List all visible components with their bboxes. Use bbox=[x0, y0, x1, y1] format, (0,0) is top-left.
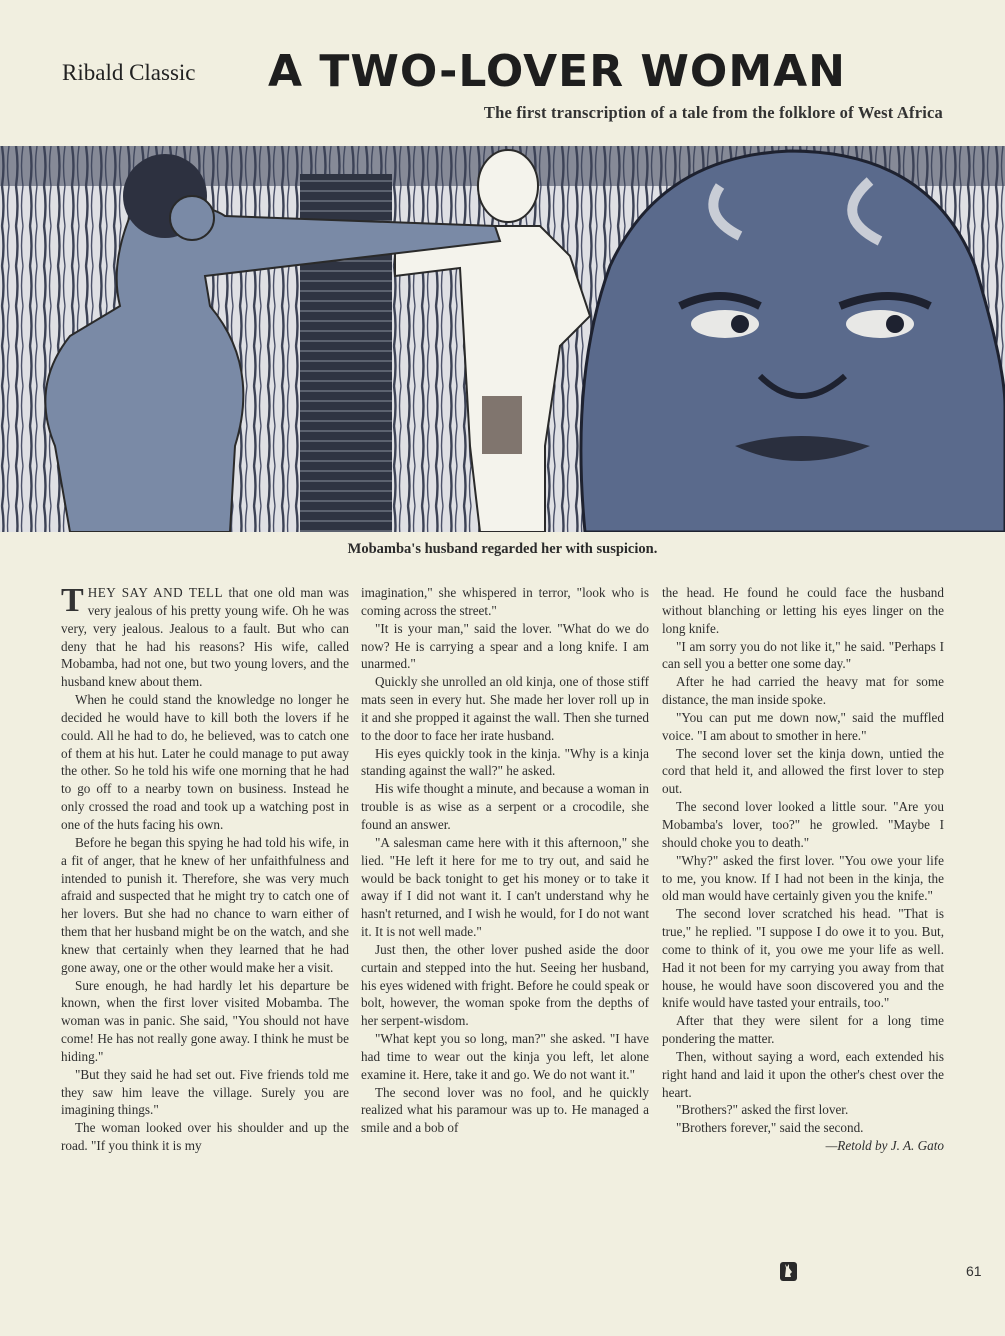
page-number: 61 bbox=[966, 1263, 982, 1279]
paragraph: "Why?" asked the first lover. "You owe your life to me, you know. If I had not been in the kinja, the old man would have certainly given you the knife." bbox=[662, 852, 944, 904]
paragraph: When he could stand the knowledge no longer he decided he would have to kill both the lovers if he could. All he had to do, he believed, was to catch one of them at his hut. Later he could manage to put away the other. So he told his wife one morning that he had to go off to a nearby town on business. Instead he only crossed the road and took up a watching post in one of the huts facing his own. bbox=[61, 692, 349, 832]
article-title: A TWO-LOVER WOMAN bbox=[268, 46, 846, 97]
paragraph: The second lover set the kinja down, untied the cord that held it, and allowed the first lover to step out. bbox=[662, 745, 944, 797]
article-column-2 bbox=[361, 584, 649, 1137]
paragraph: The woman looked over his shoulder and up the road. "If you think it is my bbox=[61, 1120, 349, 1154]
paragraph: Just then, the other lover pushed aside the door curtain and stepped into the hut. Seeing her husband, his eyes widened with fright. Before he could speak or bolt, however, the woman spoke from the depths of her serpent-wisdom. bbox=[361, 941, 649, 1029]
paragraph: "You can put me down now," said the muffled voice. "I am about to smother in here." bbox=[662, 709, 944, 743]
paragraph: The second lover scratched his head. "That is true," he replied. "I suppose I do owe it to you. But, come to think of it, you owe me your life as well. Had it not been for my carrying you away from that house, he would have soon discovered you and the knife would have tasted your entrails, too." bbox=[662, 906, 944, 1011]
paragraph: was very jealous of his pretty young wife. Oh he was very, very jealous. Jealous to a fault. But who can deny that he had his reasons? His wife, called Mobamba, had not one, but two young lovers, and the husband knew about them. bbox=[61, 585, 350, 690]
paragraph: The second lover looked a little sour. "Are you Mobamba's lover, too?" he growled. "Maybe I should choke you to death." bbox=[662, 799, 944, 850]
paragraph: Sure enough, he had hardly let his departure be known, when the first lover visited Mobamba. The woman was in panic. She said, "You should not have come! He has not really gone away. I think he must be hiding." bbox=[61, 977, 349, 1064]
paragraph: After that they were silent for a long time pondering the matter. bbox=[662, 1013, 944, 1047]
paragraph: the head. He found he could face the husband without blanching or letting his eyes linger on the long knife. bbox=[662, 585, 944, 636]
story-illustration bbox=[0, 146, 1005, 532]
paragraph: His eyes quickly took in the kinja. "Why is a kinja standing against the wall?" he asked. bbox=[361, 745, 649, 779]
bunny-logo-icon bbox=[780, 1262, 797, 1281]
author-credit: —Retold by J. A. Gato bbox=[825, 1138, 944, 1154]
paragraph: "But they said he had set out. Five friends told me they saw him leave the village. Surely you are imagining things." bbox=[61, 1066, 349, 1118]
paragraph: "Brothers?" asked the first lover. bbox=[676, 1102, 849, 1118]
paragraph: His wife thought a minute, and because a woman in trouble is as wise as a serpent or a crocodile, she found an answer. bbox=[361, 781, 649, 832]
article-subtitle: The first transcription of a tale from the folklore of West Africa bbox=[483, 103, 943, 122]
paragraph: Quickly she unrolled an old kinja, one of those stiff mats seen in every hut. She made her lover roll up in it and she propped it against the wall. Then she turned to the door to face her irate husband. bbox=[361, 674, 649, 743]
paragraph: "It is your man," said the lover. "What do we do now? He is carrying a spear and a long knife. I am unarmed." bbox=[361, 620, 649, 672]
header-section-label: Ribald Classic bbox=[62, 60, 196, 85]
article-column-3 bbox=[662, 584, 944, 1155]
paragraph: The second lover was no fool, and he quickly realized what his paramour was up to. He managed a smile and a bob of bbox=[361, 1084, 649, 1136]
paragraph: "I am sorry you do not like it," he said. "Perhaps I can sell you a better one some day." bbox=[662, 638, 944, 672]
paragraph: "Brothers forever," said the second. bbox=[676, 1120, 864, 1136]
drop-cap: T bbox=[61, 582, 84, 619]
paragraph: Before he began this spying he had told his wife, in a fit of anger, that he knew of her unfaithfulness and intended to punish it. Therefore, she was very much afraid and suspected that he might try to catch one of her lovers. But she had no chance to warn either of them that her husband might be on the watch, and she knew that certainly when they learned that he had gone away, one or the other would make her a visit. bbox=[61, 834, 349, 975]
paragraph: "A salesman came here with it this afternoon," she lied. "He left it here for me to try out, and said he would be back tonight to get his money or to take it away if I did not want it. I can't understand why he hasn't returned, and I wish he would, for I do not want it. It is not well made." bbox=[361, 834, 649, 940]
paragraph: Then, without saying a word, each extended his right hand and laid it upon the other's chest over the heart. bbox=[662, 1048, 944, 1100]
lead-rest: that one old man bbox=[223, 585, 324, 600]
paragraph: After he had carried the heavy mat for some distance, the man inside spoke. bbox=[662, 674, 944, 708]
paragraph: imagination," she whispered in terror, "look who is coming across the street." bbox=[361, 585, 649, 618]
article-column-1 bbox=[61, 584, 349, 1155]
illustration-caption: Mobamba's husband regarded her with suspicion. bbox=[347, 541, 658, 557]
lead-paragraph bbox=[61, 584, 349, 691]
lead-small-caps: HEY SAY AND TELL bbox=[87, 585, 224, 600]
paragraph: "What kept you so long, man?" she asked. "I have had time to wear out the kinja you left, let alone examine it. Here, take it and go. We do not want it." bbox=[361, 1031, 649, 1082]
